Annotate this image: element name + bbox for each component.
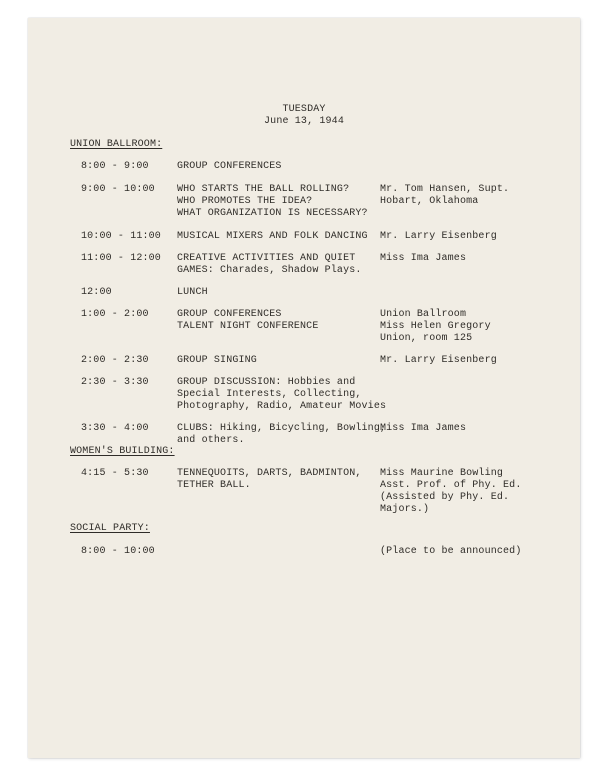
schedule-time: 8:00 - 9:00 (81, 161, 149, 172)
schedule-leader: Miss Ima James (380, 253, 467, 264)
schedule-event: and others. (177, 435, 245, 446)
schedule-event: TETHER BALL. (177, 480, 251, 491)
schedule-event: GROUP DISCUSSION: Hobbies and (177, 377, 356, 388)
document-page (28, 18, 580, 758)
schedule-event: WHO STARTS THE BALL ROLLING? (177, 184, 350, 195)
schedule-event: WHAT ORGANIZATION IS NECESSARY? (177, 208, 368, 219)
schedule-event: Special Interests, Collecting, (177, 389, 362, 400)
schedule-time: 3:30 - 4:00 (81, 423, 149, 434)
schedule-leader: Mr. Larry Eisenberg (380, 231, 497, 242)
section-womens-building: WOMEN'S BUILDING: (70, 446, 175, 457)
schedule-event: TALENT NIGHT CONFERENCE (177, 321, 319, 332)
schedule-leader: (Place to be announced) (380, 546, 522, 557)
schedule-leader: Hobart, Oklahoma (380, 196, 479, 207)
schedule-event: LUNCH (177, 287, 208, 298)
schedule-event: MUSICAL MIXERS AND FOLK DANCING (177, 231, 368, 242)
schedule-time: 10:00 - 11:00 (81, 231, 161, 242)
schedule-leader: Union, room 125 (380, 333, 473, 344)
schedule-event: Photography, Radio, Amateur Movies (177, 401, 387, 412)
schedule-event: GAMES: Charades, Shadow Plays. (177, 265, 362, 276)
schedule-event: WHO PROMOTES THE IDEA? (177, 196, 313, 207)
schedule-leader: Miss Helen Gregory (380, 321, 491, 332)
section-union-ballroom: UNION BALLROOM: (70, 139, 163, 150)
schedule-leader: Asst. Prof. of Phy. Ed. (380, 480, 522, 491)
schedule-time: 9:00 - 10:00 (81, 184, 155, 195)
schedule-time: 11:00 - 12:00 (81, 253, 161, 264)
schedule-event: GROUP CONFERENCES (177, 309, 282, 320)
schedule-time: 8:00 - 10:00 (81, 546, 155, 557)
schedule-time: 1:00 - 2:00 (81, 309, 149, 320)
schedule-leader: (Assisted by Phy. Ed. (380, 492, 510, 503)
schedule-event: GROUP SINGING (177, 355, 257, 366)
schedule-leader: Mr. Larry Eisenberg (380, 355, 497, 366)
schedule-event: CLUBS: Hiking, Bicycling, Bowling, (177, 423, 387, 434)
schedule-time: 12:00 (81, 287, 112, 298)
section-social-party: SOCIAL PARTY: (70, 523, 150, 534)
date-heading: June 13, 1944 (264, 116, 344, 127)
schedule-time: 2:00 - 2:30 (81, 355, 149, 366)
schedule-time: 4:15 - 5:30 (81, 468, 149, 479)
schedule-event: GROUP CONFERENCES (177, 161, 282, 172)
schedule-time: 2:30 - 3:30 (81, 377, 149, 388)
schedule-event: TENNEQUOITS, DARTS, BADMINTON, (177, 468, 362, 479)
day-heading: TUESDAY (282, 104, 326, 115)
schedule-leader: Miss Ima James (380, 423, 467, 434)
schedule-leader: Mr. Tom Hansen, Supt. (380, 184, 510, 195)
schedule-leader: Miss Maurine Bowling (380, 468, 504, 479)
schedule-leader: Union Ballroom (380, 309, 467, 320)
schedule-leader: Majors.) (380, 504, 430, 515)
schedule-event: CREATIVE ACTIVITIES AND QUIET (177, 253, 356, 264)
